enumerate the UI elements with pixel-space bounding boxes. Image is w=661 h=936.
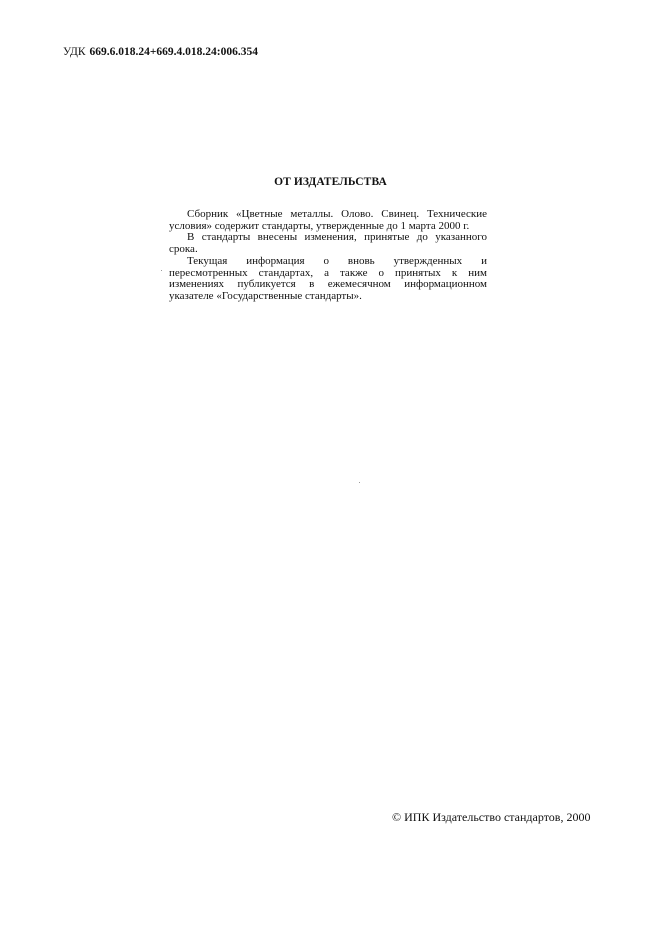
copyright-notice: © ИПК Издательство стандартов, 2000 <box>392 810 591 824</box>
udk-line <box>63 45 258 59</box>
scan-speck <box>161 270 162 271</box>
page-title: ОТ ИЗДАТЕЛЬСТВА <box>274 176 387 188</box>
scan-speck <box>359 482 360 483</box>
udk-label: УДК <box>63 46 86 58</box>
paragraph-2: В стандарты внесены изменения, принятые до указанного срока. <box>169 231 487 256</box>
body-text <box>169 209 487 303</box>
udk-code: 669.6.018.24+669.4.018.24:006.354 <box>89 46 259 58</box>
paragraph-1: Сборник «Цветные металлы. Олово. Свинец. Технические условия» содержит стандарты, утвержденные до 1 марта 2000 г. <box>169 208 487 232</box>
paragraph-3: Текущая информация о вновь утвержденных и пересмотренных стандартах, а также о принятых к ним изменениях публикуется в ежемесячном информационном указателе «Государственные стандарты». <box>169 254 487 302</box>
